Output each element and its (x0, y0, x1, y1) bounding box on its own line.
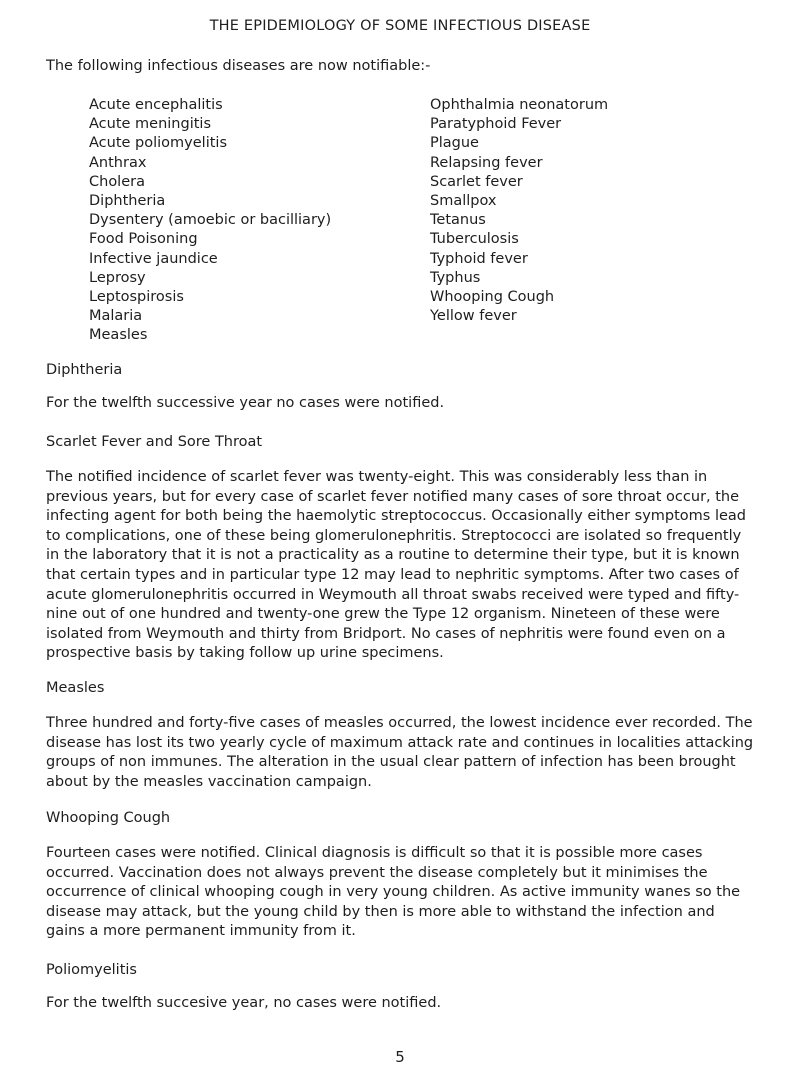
disease-list-item: Leprosy (89, 269, 146, 286)
disease-list-item: Infective jaundice (89, 250, 218, 267)
disease-list-item: Smallpox (430, 193, 497, 210)
section-heading: Poliomyelitis (46, 962, 137, 978)
section-heading: Measles (46, 680, 105, 696)
disease-list-left (89, 96, 331, 346)
disease-list-item: Typhoid fever (430, 250, 528, 267)
disease-list-item: Yellow fever (430, 308, 517, 325)
disease-list-item: Scarlet fever (430, 173, 523, 190)
disease-list-item: Leptospirosis (89, 289, 184, 306)
disease-list-item: Paratyphoid Fever (430, 116, 562, 133)
section-heading: Whooping Cough (46, 810, 171, 826)
disease-list-item: Measles (89, 327, 148, 344)
disease-list-item: Typhus (430, 269, 481, 286)
disease-list-item: Ophthalmia neonatorum (430, 97, 609, 113)
disease-list-item: Diphtheria (89, 193, 166, 210)
section-diphtheria (46, 362, 758, 414)
disease-list-item: Dysentery (amoebic or bacilliary) (89, 212, 332, 229)
section-scarlet-fever (46, 434, 758, 664)
disease-list-item: Anthrax (89, 154, 147, 171)
disease-list-item: Plague (430, 135, 479, 152)
section-text: The notified incidence of scarlet fever was twenty-eight. This was considerably less than in previous years, but for every case of scarlet fever notified many cases of sore throat occur, the infecting agent for both being the haemolytic streptococcus. Occasionally either symptoms lead to complications, one of these being glomerulonephritis. Streptococci are isolated so frequently in the laboratory that it is not a practicality as a routine to determine their type, but it is known that certain types and in particular type 12 may lead to nephritic symptoms. After two cases of acute glomerulonephritis occurred in Weymouth all throat swabs received were typed and fifty-nine out of one hundred and twenty-one grew the Type 12 organism. Nineteen of these were isolated from Weymouth and thirty from Bridport. No cases of nephritis were found even on a prospective basis by taking follow up urine specimens. (46, 469, 746, 662)
disease-list-right (430, 96, 608, 326)
disease-list-item: Malaria (89, 308, 143, 325)
disease-list-item: Cholera (89, 173, 145, 190)
section-text: For the twelfth successive year no cases were notified. (46, 395, 445, 411)
disease-list-item: Acute poliomyelitis (89, 135, 227, 152)
section-text: Three hundred and forty-five cases of measles occurred, the lowest incidence ever recorded. The disease has lost its two yearly cycle of maximum attack rate and continues in localities attacking groups of non immunes. The alteration in the usual clear pattern of infection has been brought about by the measles vaccination campaign. (46, 715, 754, 790)
page-number: 5 (395, 1048, 405, 1066)
disease-list-item: Relapsing fever (430, 154, 543, 171)
disease-list-item: Tetanus (430, 212, 486, 229)
section-heading: Scarlet Fever and Sore Throat (46, 434, 263, 450)
page-title: THE EPIDEMIOLOGY OF SOME INFECTIOUS DISEASE (209, 18, 591, 34)
disease-list-item: Whooping Cough (430, 289, 555, 306)
section-heading: Diphtheria (46, 362, 123, 378)
disease-list-item: Acute encephalitis (89, 97, 223, 113)
disease-list-item: Food Poisoning (89, 231, 198, 248)
section-text: Fourteen cases were notified. Clinical diagnosis is difficult so that it is possible more cases occurred. Vaccination does not always prevent the disease completely but it minimises the occurrence of clinical whooping cough in very young children. As active immunity wanes so the disease may attack, but the young child by then is more able to withstand the infection and gains a more permanent immunity from it. (46, 845, 741, 940)
section-text: For the twelfth succesive year, no cases were notified. (46, 995, 442, 1011)
section-whooping-cough (46, 810, 758, 942)
disease-list-item: Tuberculosis (430, 231, 519, 248)
section-poliomyelitis (46, 962, 758, 1014)
disease-list-item: Acute meningitis (89, 116, 211, 133)
intro-text: The following infectious diseases are now notifiable:- (46, 58, 431, 74)
section-measles (46, 680, 758, 792)
